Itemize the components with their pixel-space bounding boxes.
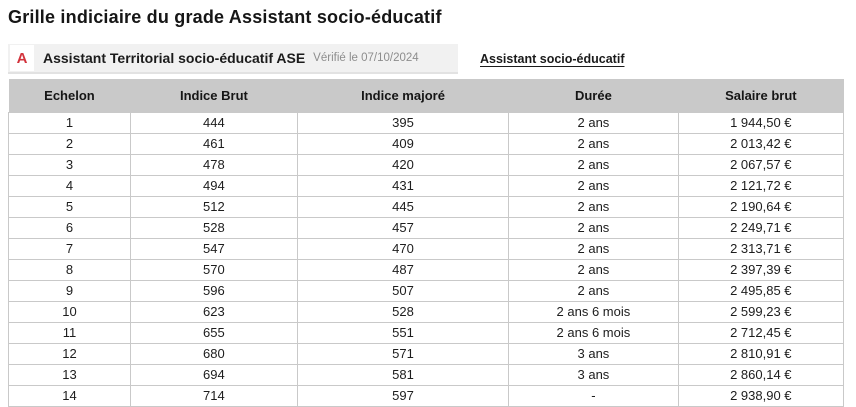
table-cell: 2 ans [509, 218, 679, 239]
table-cell: 714 [130, 386, 297, 407]
column-header-echelon: Echelon [9, 79, 131, 113]
table-header [9, 79, 844, 113]
table-cell: 461 [130, 134, 297, 155]
table-cell: 2 ans 6 mois [509, 323, 679, 344]
table-row [9, 197, 844, 218]
table-row [9, 113, 844, 134]
table-cell: 5 [9, 197, 131, 218]
table-cell: 494 [130, 176, 297, 197]
table-row [9, 386, 844, 407]
table-cell: 2 810,91 € [678, 344, 843, 365]
table-cell: 596 [130, 281, 297, 302]
job-link[interactable]: Assistant socio-éducatif [480, 52, 625, 66]
table-cell: 395 [297, 113, 508, 134]
table-cell: 570 [130, 260, 297, 281]
table-row [9, 134, 844, 155]
table-cell: 11 [9, 323, 131, 344]
table-row [9, 155, 844, 176]
table-cell: 2 ans [509, 113, 679, 134]
table-cell: 2 ans [509, 239, 679, 260]
table-cell: 8 [9, 260, 131, 281]
table-cell: 655 [130, 323, 297, 344]
table-cell: 14 [9, 386, 131, 407]
table-row [9, 260, 844, 281]
table-row [9, 302, 844, 323]
column-header-indice-majore: Indice majoré [297, 79, 508, 113]
table-row [9, 176, 844, 197]
table-cell: 2 013,42 € [678, 134, 843, 155]
table-cell: 10 [9, 302, 131, 323]
table-row [9, 218, 844, 239]
table-cell: 623 [130, 302, 297, 323]
table-cell: 4 [9, 176, 131, 197]
table-cell: 7 [9, 239, 131, 260]
table-cell: 444 [130, 113, 297, 134]
table-row [9, 323, 844, 344]
verified-date-label: Vérifié le 07/10/2024 [313, 52, 419, 64]
table-cell: 597 [297, 386, 508, 407]
table-cell: 2 313,71 € [678, 239, 843, 260]
table-cell: 3 ans [509, 344, 679, 365]
table-cell: 680 [130, 344, 297, 365]
table-cell: 12 [9, 344, 131, 365]
table-row [9, 344, 844, 365]
table-cell: 13 [9, 365, 131, 386]
table-cell: 487 [297, 260, 508, 281]
job-link-wrap [480, 44, 624, 74]
salary-table-body [9, 113, 844, 407]
table-cell: 2 190,64 € [678, 197, 843, 218]
table-cell: 528 [297, 302, 508, 323]
table-cell: 2 067,57 € [678, 155, 843, 176]
table-cell: 2 397,39 € [678, 260, 843, 281]
table-cell: 2 ans 6 mois [509, 302, 679, 323]
table-cell: 3 [9, 155, 131, 176]
table-cell: 2 121,72 € [678, 176, 843, 197]
table-cell: 2 [9, 134, 131, 155]
table-cell: 2 860,14 € [678, 365, 843, 386]
table-cell: 2 599,23 € [678, 302, 843, 323]
table-row [9, 281, 844, 302]
table-cell: 2 ans [509, 197, 679, 218]
table-cell: 512 [130, 197, 297, 218]
table-row [9, 365, 844, 386]
table-row [9, 239, 844, 260]
table-cell: 478 [130, 155, 297, 176]
table-cell: 420 [297, 155, 508, 176]
table-cell: 2 ans [509, 176, 679, 197]
table-cell: 547 [130, 239, 297, 260]
table-cell: 581 [297, 365, 508, 386]
column-header-duree: Durée [509, 79, 679, 113]
column-header-salaire-brut: Salaire brut [678, 79, 843, 113]
table-cell: 2 712,45 € [678, 323, 843, 344]
table-cell: 571 [297, 344, 508, 365]
table-cell: 431 [297, 176, 508, 197]
table-cell: 528 [130, 218, 297, 239]
table-cell: 2 ans [509, 155, 679, 176]
table-cell: 1 944,50 € [678, 113, 843, 134]
table-cell: - [509, 386, 679, 407]
table-cell: 409 [297, 134, 508, 155]
category-a-badge: A [10, 45, 34, 71]
salary-grid-table [8, 79, 844, 407]
table-cell: 9 [9, 281, 131, 302]
table-cell: 6 [9, 218, 131, 239]
column-header-indice-brut: Indice Brut [130, 79, 297, 113]
table-cell: 694 [130, 365, 297, 386]
table-cell: 470 [297, 239, 508, 260]
table-cell: 2 938,90 € [678, 386, 843, 407]
grade-title: Assistant Territorial socio-éducatif ASE [43, 50, 306, 66]
table-cell: 445 [297, 197, 508, 218]
table-cell: 2 ans [509, 260, 679, 281]
table-cell: 457 [297, 218, 508, 239]
table-cell: 551 [297, 323, 508, 344]
table-cell: 1 [9, 113, 131, 134]
table-cell: 2 495,85 € [678, 281, 843, 302]
page-title: Grille indiciaire du grade Assistant socio-éducatif [8, 7, 442, 27]
grade-header-bar [8, 44, 458, 74]
grade-header-row [8, 44, 848, 74]
table-cell: 2 249,71 € [678, 218, 843, 239]
table-cell: 507 [297, 281, 508, 302]
table-cell: 2 ans [509, 281, 679, 302]
table-cell: 2 ans [509, 134, 679, 155]
table-cell: 3 ans [509, 365, 679, 386]
